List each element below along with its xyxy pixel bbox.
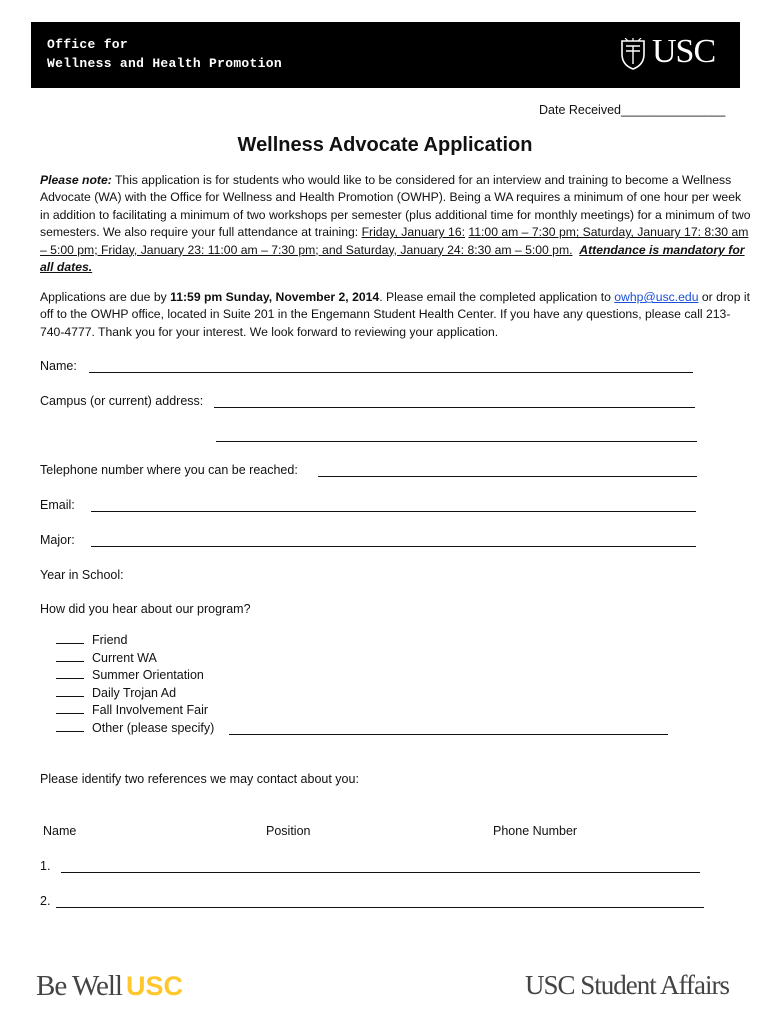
- office-title-line1: Office for: [47, 37, 129, 52]
- email-label: Email:: [40, 498, 75, 512]
- option-label: Other (please specify): [92, 720, 215, 735]
- option-label: Friend: [92, 633, 128, 647]
- be-well-text: Be Well: [36, 970, 122, 1002]
- other-specify-field[interactable]: [229, 734, 668, 735]
- usc-logo: [620, 33, 720, 74]
- hear-options-list: [56, 632, 214, 737]
- page-title: Wellness Advocate Application: [237, 134, 533, 156]
- usc-seal-icon: [620, 38, 646, 70]
- ref-row-1-field[interactable]: [61, 872, 700, 873]
- due-prefix: Applications are due by: [40, 290, 171, 304]
- phone-field[interactable]: [318, 476, 697, 477]
- ref-col-name: Name: [43, 824, 77, 838]
- ref-row-2-number: 2.: [40, 894, 51, 908]
- address-label: Campus (or current) address:: [40, 394, 204, 408]
- option-label: Daily Trojan Ad: [92, 685, 177, 700]
- option-label: Summer Orientation: [92, 668, 204, 682]
- office-title-line2: Wellness and Health Promotion: [47, 56, 282, 71]
- year-label: Year in School:: [40, 568, 124, 582]
- ref-col-phone: Phone Number: [493, 824, 578, 838]
- option-label: Current WA: [92, 650, 157, 665]
- be-well-usc-logo: [36, 970, 183, 1003]
- hear-option-friend: [56, 632, 214, 650]
- option-blank[interactable]: [56, 685, 84, 697]
- note-body: This application is for students who would like to be considered for an interview and training to become a Wellness Advocate (WA) with the Office for Wellness and Health Promotion (OWHP). Being a WA requires a minimum of one hour per week in addition to facilitating a minimum of two workshops per semester (plus additional time for monthly meetings) for a minimum of two semesters. We also require your full attendance at training:: [40, 173, 751, 240]
- ref-row-1-number: 1.: [40, 859, 51, 873]
- ref-col-position: Position: [266, 824, 311, 838]
- option-blank[interactable]: [56, 667, 84, 679]
- major-label: Major:: [40, 533, 75, 547]
- option-label: Fall Involvement Fair: [92, 703, 209, 717]
- training-dates-2: 11:00 am – 7:30 pm; Saturday, January 17: 8:30 am – 5:00 pm; Friday, January 23: 11:00 am – 7:30 pm; and Saturday, January 24: 8:30 am – 5:00 pm.: [40, 225, 749, 257]
- note-paragraph: [40, 172, 752, 276]
- usc-wordmark: USC: [652, 33, 716, 70]
- note-label: Please note:: [40, 173, 112, 187]
- option-blank[interactable]: [56, 720, 84, 732]
- hear-option-other: [56, 720, 214, 738]
- hear-option-daily-trojan: [56, 685, 214, 703]
- office-title: [47, 35, 282, 73]
- due-deadline: 11:59 pm Sunday, November 2, 2014: [170, 290, 380, 304]
- attendance-mandatory: Attendance is mandatory for all dates.: [40, 242, 745, 275]
- hear-label: How did you hear about our program?: [40, 602, 251, 616]
- ref-row-2-field[interactable]: [56, 907, 704, 908]
- major-field[interactable]: [91, 546, 696, 547]
- hear-option-summer-orientation: [56, 667, 214, 685]
- option-blank[interactable]: [56, 650, 84, 662]
- email-field[interactable]: [91, 511, 696, 512]
- address-field-line2[interactable]: [216, 441, 697, 442]
- name-field[interactable]: [89, 372, 693, 373]
- hear-option-fall-fair: [56, 702, 214, 720]
- hear-option-current-wa: [56, 650, 214, 668]
- header-banner: [31, 22, 740, 88]
- address-field-line1[interactable]: [214, 407, 695, 408]
- option-blank[interactable]: [56, 632, 84, 644]
- training-dates-1: Friday, January 16:: [361, 225, 465, 240]
- due-middle: . Please email the completed application to: [379, 290, 615, 304]
- date-received: Date Received_______________: [539, 103, 726, 117]
- name-label: Name:: [40, 359, 77, 373]
- option-blank[interactable]: [56, 702, 84, 714]
- phone-label: Telephone number where you can be reached:: [40, 463, 298, 477]
- due-suffix: or drop it off to the OWHP office, located in Suite 201 in the Engemann Student Health Center. If you have any questions, please call 213-740-4777. Thank you for your interest. We look forward to reviewing your application.: [40, 290, 750, 339]
- student-affairs-logo: USC Student Affairs: [525, 970, 730, 1000]
- due-paragraph: [40, 289, 752, 341]
- references-prompt: Please identify two references we may contact about you:: [40, 772, 359, 786]
- be-well-usc-text: USC: [125, 971, 183, 1001]
- email-link[interactable]: owhp@usc.edu: [614, 290, 699, 304]
